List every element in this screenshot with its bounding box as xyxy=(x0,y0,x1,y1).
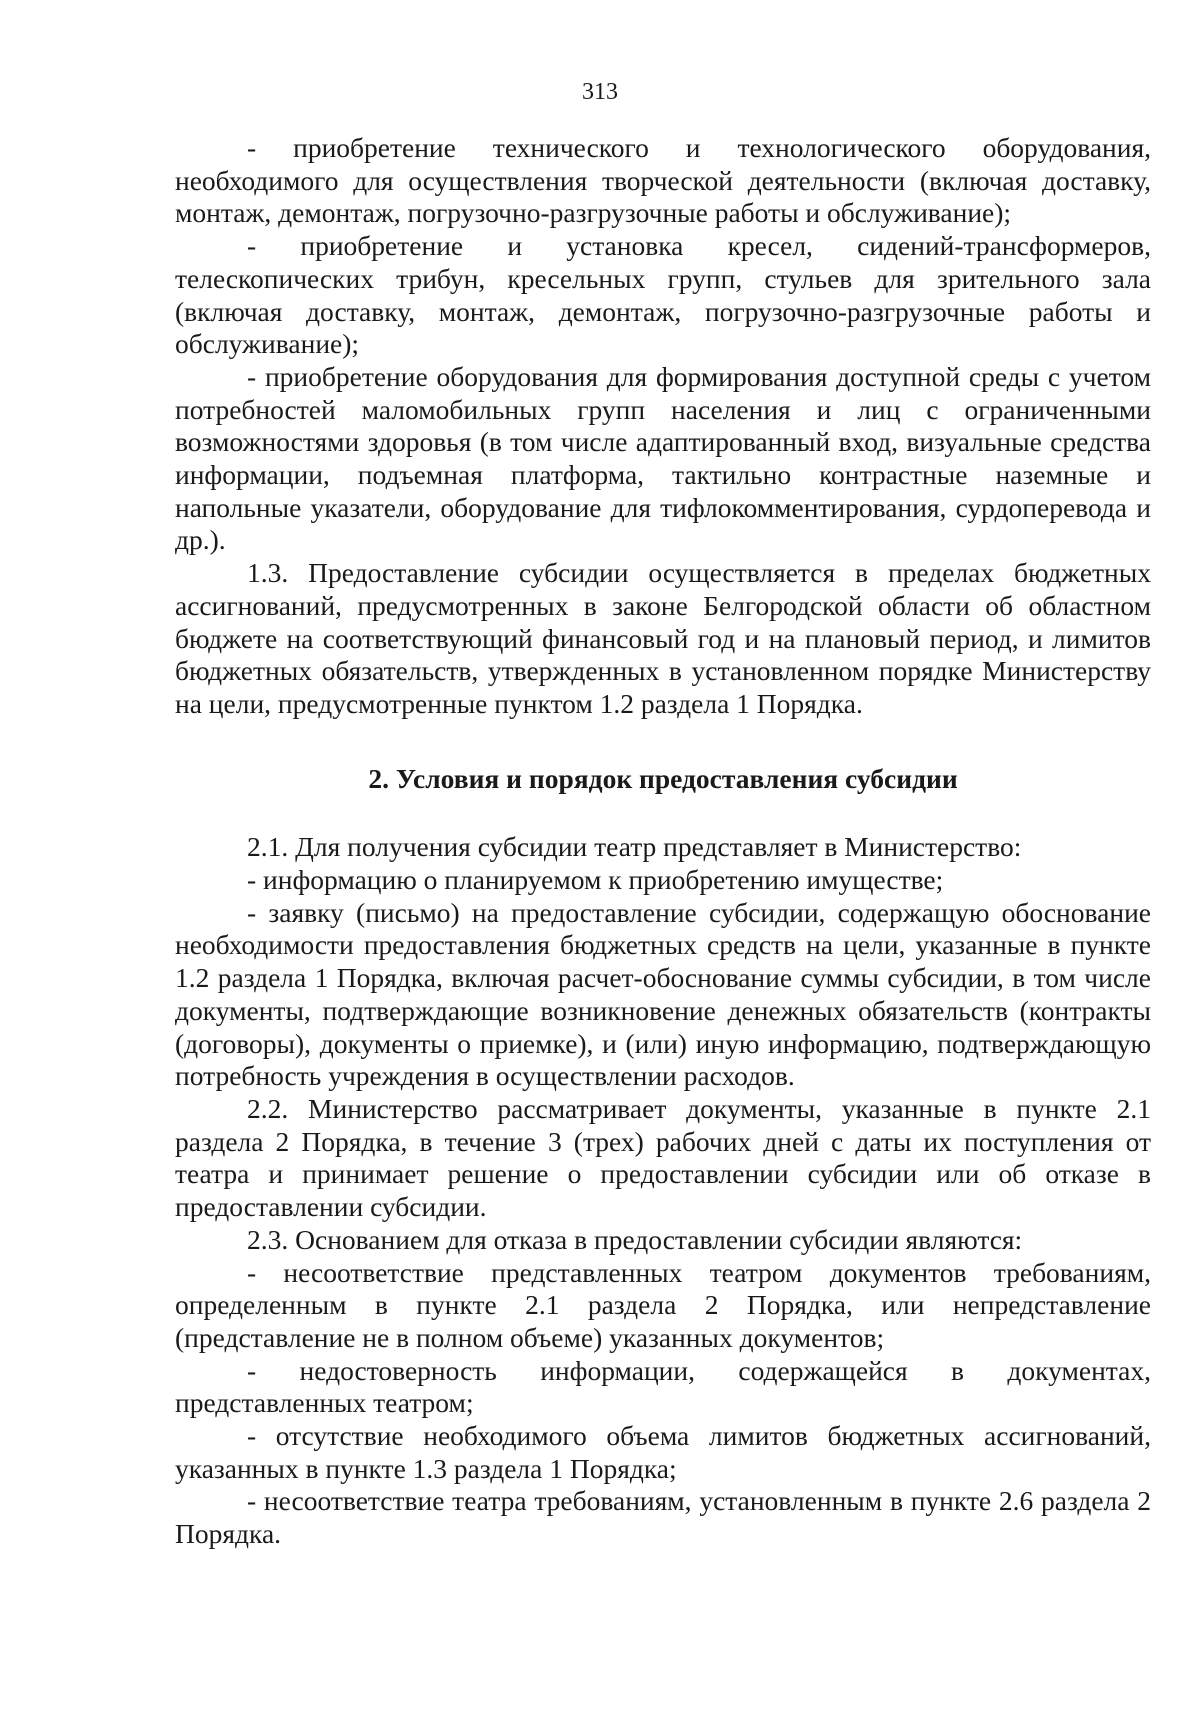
paragraph-1-3: 1.3. Предоставление субсидии осуществляется в пределах бюджетных ассигнований, предусмотренных в законе Белгородской области об областном бюджете на соответствующий финансовый год и на плановый период, и лимитов бюджетных обязательств, утвержденных в установленном порядке Министерству на цели, предусмотренные пунктом 1.2 раздела 1 Порядка. xyxy=(175,557,1151,719)
section-heading: 2. Условия и порядок предоставления субсидии xyxy=(368,762,958,794)
paragraph-accessibility-equipment: - приобретение оборудования для формирования доступной среды с учетом потребностей маломобильных групп населения и лиц с ограниченными возможностями здоровья (в том числе адаптированный вход, визуальные средства информации, подъемная платформа, тактильно контрастные наземные и напольные указатели, оборудование для тифлокомментирования, сурдоперевода и др.). xyxy=(175,360,1151,556)
paragraph-application-letter: - заявку (письмо) на предоставление субсидии, содержащую обоснование необходимости предоставления бюджетных средств на цели, указанные в пункте 1.2 раздела 1 Порядка, включая расчет-обоснование суммы субсидии, в том числе документы, подтверждающие возникновение денежных обязательств (контракты (договоры), документы о приемке), и (или) иную информацию, подтверждающую потребность учреждения в осуществлении расходов. xyxy=(175,896,1151,1092)
paragraph-2-2: 2.2. Министерство рассматривает документы, указанные в пункте 2.1 раздела 2 Порядка, в течение 3 (трех) рабочих дней с даты их поступления от театра и принимает решение о предоставлении субсидии или об отказе в предоставлении субсидии. xyxy=(175,1092,1151,1223)
paragraph-refusal-no-limits: - отсутствие необходимого объема лимитов бюджетных ассигнований, указанных в пункте 1.3 раздела 1 Порядка; xyxy=(175,1420,1151,1484)
page-number: 313 xyxy=(582,79,618,105)
paragraph-seating-purchase: - приобретение и установка кресел, сидений-трансформеров, телескопических трибун, кресельных групп, стульев для зрительного зала (включая доставку, монтаж, демонтаж, погрузочно-разгрузочные работы и обслуживание); xyxy=(175,230,1151,360)
paragraph-2-1: 2.1. Для получения субсидии театр представляет в Министерство: xyxy=(247,831,1022,863)
paragraph-equipment-purchase: - приобретение технического и технологического оборудования, необходимого для осуществления творческой деятельности (включая доставку, монтаж, демонтаж, погрузочно-разгрузочные работы и обслуживание); xyxy=(175,132,1151,229)
paragraph-refusal-unreliable-info: - недостоверность информации, содержащейся в документах, представленных театром; xyxy=(175,1354,1151,1419)
paragraph-refusal-theatre-requirements: - несоответствие театра требованиям, установленным в пункте 2.6 раздела 2 Порядка. xyxy=(175,1485,1151,1550)
paragraph-2-3: 2.3. Основанием для отказа в предоставлении субсидии являются: xyxy=(247,1223,1023,1255)
paragraph-property-info: - информацию о планируемом к приобретению имуществе; xyxy=(247,864,944,896)
paragraph-refusal-nonconformity: - несоответствие представленных театром документов требованиям, определенным в пункте 2.1 раздела 2 Порядка, или непредставление (представление не в полном объеме) указанных документов; xyxy=(175,1256,1151,1353)
document-body xyxy=(175,132,1151,1551)
